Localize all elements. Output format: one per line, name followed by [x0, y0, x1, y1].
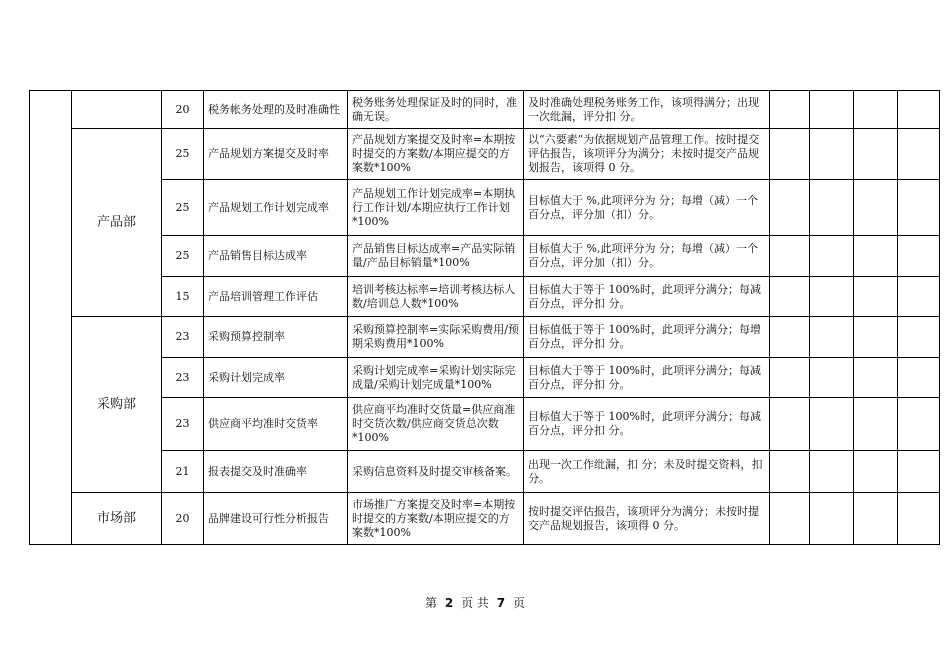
score-cell [810, 358, 854, 398]
score-cell [770, 236, 810, 277]
score-cell [854, 493, 898, 545]
definition-cell: 产品销售目标达成率=产品实际销量/产品目标销量*100% [348, 236, 524, 277]
table-row [30, 129, 940, 180]
score-cell [898, 236, 940, 277]
score-cell [898, 180, 940, 236]
weight-cell: 20 [162, 91, 204, 129]
score-cell [770, 451, 810, 493]
definition-cell: 采购预算控制率=实际采购费用/预期采购费用*100% [348, 317, 524, 358]
page-unit: 页 [461, 596, 474, 610]
department-cell: 采购部 [72, 317, 162, 493]
weight-cell: 23 [162, 398, 204, 451]
score-cell [854, 180, 898, 236]
definition-cell: 市场推广方案提交及时率=本期按时提交的方案数/本期应提交的方案数*100% [348, 493, 524, 545]
score-cell [810, 451, 854, 493]
score-cell [810, 236, 854, 277]
score-cell [770, 91, 810, 129]
table-row [30, 358, 940, 398]
definition-cell: 采购信息资料及时提交审核备案。 [348, 451, 524, 493]
score-cell [770, 180, 810, 236]
score-cell [898, 451, 940, 493]
weight-cell: 23 [162, 317, 204, 358]
score-cell [770, 493, 810, 545]
department-cell: 市场部 [72, 493, 162, 545]
indicator-cell: 税务帐务处理的及时准确性 [204, 91, 348, 129]
standard-cell: 目标值大于等于 100%时，此项评分满分；每减 百分点，评分扣 分。 [524, 358, 770, 398]
page-number: 2 [444, 596, 454, 610]
score-cell [770, 358, 810, 398]
table-row [30, 236, 940, 277]
table-row [30, 493, 940, 545]
indicator-cell: 产品规划方案提交及时率 [204, 129, 348, 180]
table-row [30, 398, 940, 451]
weight-cell: 15 [162, 277, 204, 317]
weight-cell: 23 [162, 358, 204, 398]
definition-cell: 产品规划方案提交及时率=本期按时提交的方案数/本期应提交的方案数*100% [348, 129, 524, 180]
score-cell [854, 91, 898, 129]
weight-cell: 25 [162, 180, 204, 236]
page-total: 7 [496, 596, 506, 610]
score-cell [898, 91, 940, 129]
score-cell [854, 317, 898, 358]
score-cell [854, 398, 898, 451]
score-cell [770, 398, 810, 451]
table-row [30, 180, 940, 236]
definition-cell: 培训考核达标率=培训考核达标人数/培训总人数*100% [348, 277, 524, 317]
standard-cell: 目标值大于 %,此项评分为 分；每增（减）一个百分点，评分加（扣）分。 [524, 236, 770, 277]
table-row [30, 451, 940, 493]
standard-cell: 目标值大于 %,此项评分为 分；每增（减）一个百分点，评分加（扣）分。 [524, 180, 770, 236]
score-cell [854, 129, 898, 180]
indicator-cell: 采购预算控制率 [204, 317, 348, 358]
score-cell [770, 317, 810, 358]
indicator-cell: 报表提交及时准确率 [204, 451, 348, 493]
standard-cell: 出现一次工作纰漏，扣 分；未及时提交资料，扣 分。 [524, 451, 770, 493]
weight-cell: 25 [162, 129, 204, 180]
weight-cell: 25 [162, 236, 204, 277]
score-cell [810, 129, 854, 180]
score-cell [854, 277, 898, 317]
category-cell [30, 91, 72, 545]
score-cell [810, 493, 854, 545]
score-cell [898, 493, 940, 545]
standard-cell: 目标值大于等于 100%时，此项评分满分；每减 百分点，评分扣 分。 [524, 398, 770, 451]
weight-cell: 21 [162, 451, 204, 493]
score-cell [898, 129, 940, 180]
table-row [30, 277, 940, 317]
score-cell [810, 180, 854, 236]
indicator-cell: 供应商平均准时交货率 [204, 398, 348, 451]
score-cell [854, 358, 898, 398]
indicator-cell: 产品规划工作计划完成率 [204, 180, 348, 236]
indicator-cell: 产品销售目标达成率 [204, 236, 348, 277]
indicator-cell: 采购计划完成率 [204, 358, 348, 398]
page-prefix: 第 [425, 596, 438, 610]
definition-cell: 产品规划工作计划完成率=本期执行工作计划/本期应执行工作计划*100% [348, 180, 524, 236]
score-cell [854, 236, 898, 277]
table-row [30, 91, 940, 129]
standard-cell: 目标值低于等于 100%时，此项评分满分；每增 百分点，评分扣 分。 [524, 317, 770, 358]
page-total-label: 共 [476, 596, 489, 610]
score-cell [770, 129, 810, 180]
page-footer [0, 594, 950, 611]
kpi-table [29, 90, 940, 545]
standard-cell: 按时提交评估报告，该项评分为满分；未按时提交产品规划报告，该项得 0 分。 [524, 493, 770, 545]
definition-cell: 税务账务处理保证及时的同时，准确无误。 [348, 91, 524, 129]
indicator-cell: 产品培训管理工作评估 [204, 277, 348, 317]
score-cell [810, 398, 854, 451]
department-cell [72, 91, 162, 129]
score-cell [770, 277, 810, 317]
weight-cell: 20 [162, 493, 204, 545]
table-row [30, 317, 940, 358]
standard-cell: 及时准确处理税务账务工作，该项得满分；出现一次纰漏，评分扣 分。 [524, 91, 770, 129]
indicator-cell: 品牌建设可行性分析报告 [204, 493, 348, 545]
score-cell [810, 317, 854, 358]
definition-cell: 供应商平均准时交货量=供应商准时交货次数/供应商交货总次数*100% [348, 398, 524, 451]
department-cell: 产品部 [72, 129, 162, 317]
score-cell [810, 277, 854, 317]
score-cell [854, 451, 898, 493]
page-suffix: 页 [512, 596, 525, 610]
score-cell [898, 398, 940, 451]
standard-cell: 目标值大于等于 100%时，此项评分满分；每减 百分点，评分扣 分。 [524, 277, 770, 317]
standard-cell: 以“六要素”为依据规划产品管理工作。按时提交评估报告，该项评分为满分；未按时提交产品规划报告，该项得 0 分。 [524, 129, 770, 180]
score-cell [898, 277, 940, 317]
definition-cell: 采购计划完成率=采购计划实际完成量/采购计划完成量*100% [348, 358, 524, 398]
score-cell [898, 358, 940, 398]
score-cell [810, 91, 854, 129]
score-cell [898, 317, 940, 358]
